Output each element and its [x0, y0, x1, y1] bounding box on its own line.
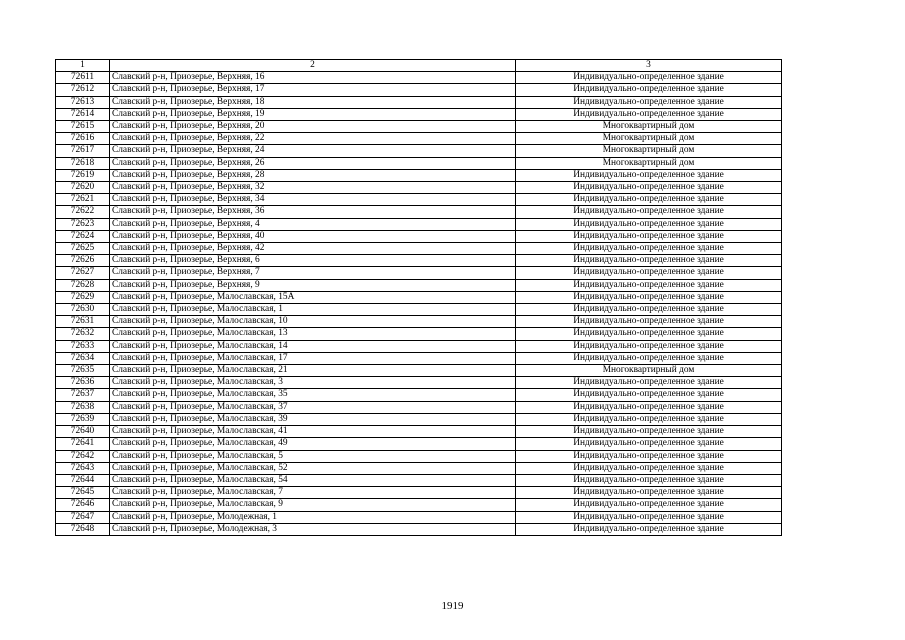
address-cell: Славский р-н, Приозерье, Верхняя, 6	[110, 255, 516, 267]
record-number: 72636	[56, 377, 110, 389]
table-row	[56, 96, 782, 108]
table-row	[56, 255, 782, 267]
building-type-cell: Индивидуально-определенное здание	[516, 389, 782, 401]
address-cell: Славский р-н, Приозерье, Верхняя, 22	[110, 133, 516, 145]
address-cell: Славский р-н, Приозерье, Верхняя, 17	[110, 84, 516, 96]
table-row	[56, 291, 782, 303]
building-type-cell: Индивидуально-определенное здание	[516, 169, 782, 181]
record-number: 72614	[56, 108, 110, 120]
table-row	[56, 413, 782, 425]
table-row	[56, 450, 782, 462]
building-type-cell: Индивидуально-определенное здание	[516, 511, 782, 523]
building-type-cell: Индивидуально-определенное здание	[516, 474, 782, 486]
building-type-cell: Индивидуально-определенное здание	[516, 426, 782, 438]
record-number: 72617	[56, 145, 110, 157]
address-cell: Славский р-н, Приозерье, Верхняя, 42	[110, 243, 516, 255]
building-type-cell: Многоквартирный дом	[516, 157, 782, 169]
address-cell: Славский р-н, Приозерье, Верхняя, 18	[110, 96, 516, 108]
table-row	[56, 121, 782, 133]
record-number: 72626	[56, 255, 110, 267]
table-row	[56, 145, 782, 157]
address-cell: Славский р-н, Приозерье, Малославская, 49	[110, 438, 516, 450]
record-number: 72621	[56, 194, 110, 206]
building-type-cell: Индивидуально-определенное здание	[516, 487, 782, 499]
address-cell: Славский р-н, Приозерье, Верхняя, 9	[110, 279, 516, 291]
address-cell: Славский р-н, Приозерье, Верхняя, 32	[110, 182, 516, 194]
table-row	[56, 267, 782, 279]
registry-table	[55, 59, 782, 536]
address-cell: Славский р-н, Приозерье, Малославская, 17	[110, 352, 516, 364]
building-type-cell: Многоквартирный дом	[516, 121, 782, 133]
address-cell: Славский р-н, Приозерье, Малославская, 7	[110, 487, 516, 499]
address-cell: Славский р-н, Приозерье, Верхняя, 36	[110, 206, 516, 218]
record-number: 72643	[56, 462, 110, 474]
record-number: 72644	[56, 474, 110, 486]
record-number: 72631	[56, 316, 110, 328]
address-cell: Славский р-н, Приозерье, Малославская, 39	[110, 413, 516, 425]
record-number: 72638	[56, 401, 110, 413]
table-row	[56, 157, 782, 169]
building-type-cell: Индивидуально-определенное здание	[516, 316, 782, 328]
building-type-cell: Индивидуально-определенное здание	[516, 206, 782, 218]
record-number: 72645	[56, 487, 110, 499]
record-number: 72613	[56, 96, 110, 108]
address-cell: Славский р-н, Приозерье, Малославская, 9	[110, 499, 516, 511]
building-type-cell: Индивидуально-определенное здание	[516, 194, 782, 206]
building-type-cell: Индивидуально-определенное здание	[516, 523, 782, 535]
address-cell: Славский р-н, Приозерье, Малославская, 35	[110, 389, 516, 401]
table-row	[56, 108, 782, 120]
record-number: 72635	[56, 365, 110, 377]
table-row	[56, 243, 782, 255]
table-row	[56, 84, 782, 96]
record-number: 72616	[56, 133, 110, 145]
building-type-cell: Индивидуально-определенное здание	[516, 499, 782, 511]
address-cell: Славский р-н, Приозерье, Верхняя, 16	[110, 72, 516, 84]
address-cell: Славский р-н, Приозерье, Малославская, 5	[110, 450, 516, 462]
record-number: 72628	[56, 279, 110, 291]
building-type-cell: Индивидуально-определенное здание	[516, 72, 782, 84]
record-number: 72627	[56, 267, 110, 279]
table-row	[56, 206, 782, 218]
table-row	[56, 316, 782, 328]
address-cell: Славский р-н, Приозерье, Верхняя, 26	[110, 157, 516, 169]
record-number: 72640	[56, 426, 110, 438]
building-type-cell: Индивидуально-определенное здание	[516, 413, 782, 425]
building-type-cell: Индивидуально-определенное здание	[516, 340, 782, 352]
record-number: 72634	[56, 352, 110, 364]
record-number: 72637	[56, 389, 110, 401]
address-cell: Славский р-н, Приозерье, Малославская, 54	[110, 474, 516, 486]
table-row	[56, 182, 782, 194]
column-header-number: 1	[56, 60, 110, 72]
table-row	[56, 438, 782, 450]
address-cell: Славский р-н, Приозерье, Малославская, 10	[110, 316, 516, 328]
building-type-cell: Индивидуально-определенное здание	[516, 267, 782, 279]
record-number: 72624	[56, 230, 110, 242]
table-row	[56, 426, 782, 438]
page-number: 1919	[441, 600, 464, 612]
record-number: 72615	[56, 121, 110, 133]
record-number: 72619	[56, 169, 110, 181]
table-header-row	[56, 60, 782, 72]
record-number: 72642	[56, 450, 110, 462]
table-row	[56, 462, 782, 474]
address-cell: Славский р-н, Приозерье, Верхняя, 7	[110, 267, 516, 279]
table-row	[56, 377, 782, 389]
building-type-cell: Многоквартирный дом	[516, 133, 782, 145]
address-cell: Славский р-н, Приозерье, Верхняя, 24	[110, 145, 516, 157]
table-row	[56, 389, 782, 401]
record-number: 72612	[56, 84, 110, 96]
table-row	[56, 401, 782, 413]
address-cell: Славский р-н, Приозерье, Малославская, 52	[110, 462, 516, 474]
building-type-cell: Индивидуально-определенное здание	[516, 401, 782, 413]
building-type-cell: Индивидуально-определенное здание	[516, 304, 782, 316]
record-number: 72646	[56, 499, 110, 511]
address-cell: Славский р-н, Приозерье, Малославская, 3	[110, 377, 516, 389]
table-row	[56, 328, 782, 340]
table-row	[56, 474, 782, 486]
address-cell: Славский р-н, Приозерье, Верхняя, 34	[110, 194, 516, 206]
record-number: 72622	[56, 206, 110, 218]
table-row	[56, 279, 782, 291]
address-cell: Славский р-н, Приозерье, Малославская, 13	[110, 328, 516, 340]
address-cell: Славский р-н, Приозерье, Молодежная, 1	[110, 511, 516, 523]
building-type-cell: Индивидуально-определенное здание	[516, 108, 782, 120]
building-type-cell: Индивидуально-определенное здание	[516, 218, 782, 230]
table-row	[56, 523, 782, 535]
record-number: 72641	[56, 438, 110, 450]
table-row	[56, 133, 782, 145]
table-row	[56, 230, 782, 242]
record-number: 72632	[56, 328, 110, 340]
address-cell: Славский р-н, Приозерье, Верхняя, 19	[110, 108, 516, 120]
address-cell: Славский р-н, Приозерье, Малославская, 37	[110, 401, 516, 413]
building-type-cell: Индивидуально-определенное здание	[516, 438, 782, 450]
record-number: 72647	[56, 511, 110, 523]
address-cell: Славский р-н, Приозерье, Верхняя, 40	[110, 230, 516, 242]
address-cell: Славский р-н, Приозерье, Верхняя, 20	[110, 121, 516, 133]
table-row	[56, 194, 782, 206]
building-type-cell: Индивидуально-определенное здание	[516, 291, 782, 303]
record-number: 72618	[56, 157, 110, 169]
table-row	[56, 511, 782, 523]
building-type-cell: Индивидуально-определенное здание	[516, 230, 782, 242]
building-type-cell: Индивидуально-определенное здание	[516, 84, 782, 96]
table-row	[56, 487, 782, 499]
address-cell: Славский р-н, Приозерье, Малославская, 14	[110, 340, 516, 352]
address-cell: Славский р-н, Приозерье, Верхняя, 4	[110, 218, 516, 230]
building-type-cell: Индивидуально-определенное здание	[516, 352, 782, 364]
record-number: 72625	[56, 243, 110, 255]
building-type-cell: Индивидуально-определенное здание	[516, 377, 782, 389]
record-number: 72611	[56, 72, 110, 84]
table-row	[56, 304, 782, 316]
record-number: 72639	[56, 413, 110, 425]
address-cell: Славский р-н, Приозерье, Молодежная, 3	[110, 523, 516, 535]
record-number: 72648	[56, 523, 110, 535]
building-type-cell: Индивидуально-определенное здание	[516, 328, 782, 340]
building-type-cell: Индивидуально-определенное здание	[516, 450, 782, 462]
building-type-cell: Индивидуально-определенное здание	[516, 243, 782, 255]
address-cell: Славский р-н, Приозерье, Малославская, 1	[110, 304, 516, 316]
table-body	[56, 72, 782, 536]
column-header-address: 2	[110, 60, 516, 72]
building-type-cell: Многоквартирный дом	[516, 145, 782, 157]
building-type-cell: Индивидуально-определенное здание	[516, 279, 782, 291]
record-number: 72620	[56, 182, 110, 194]
table-row	[56, 340, 782, 352]
record-number: 72623	[56, 218, 110, 230]
table-row	[56, 365, 782, 377]
column-header-type: 3	[516, 60, 782, 72]
record-number: 72629	[56, 291, 110, 303]
table-row	[56, 169, 782, 181]
building-type-cell: Индивидуально-определенное здание	[516, 255, 782, 267]
building-type-cell: Индивидуально-определенное здание	[516, 462, 782, 474]
building-type-cell: Индивидуально-определенное здание	[516, 96, 782, 108]
table-row	[56, 499, 782, 511]
address-cell: Славский р-н, Приозерье, Малославская, 41	[110, 426, 516, 438]
table-row	[56, 352, 782, 364]
record-number: 72633	[56, 340, 110, 352]
building-type-cell: Индивидуально-определенное здание	[516, 182, 782, 194]
record-number: 72630	[56, 304, 110, 316]
table-row	[56, 72, 782, 84]
address-cell: Славский р-н, Приозерье, Верхняя, 28	[110, 169, 516, 181]
table-row	[56, 218, 782, 230]
address-cell: Славский р-н, Приозерье, Малославская, 15А	[110, 291, 516, 303]
address-cell: Славский р-н, Приозерье, Малославская, 21	[110, 365, 516, 377]
building-type-cell: Многоквартирный дом	[516, 365, 782, 377]
